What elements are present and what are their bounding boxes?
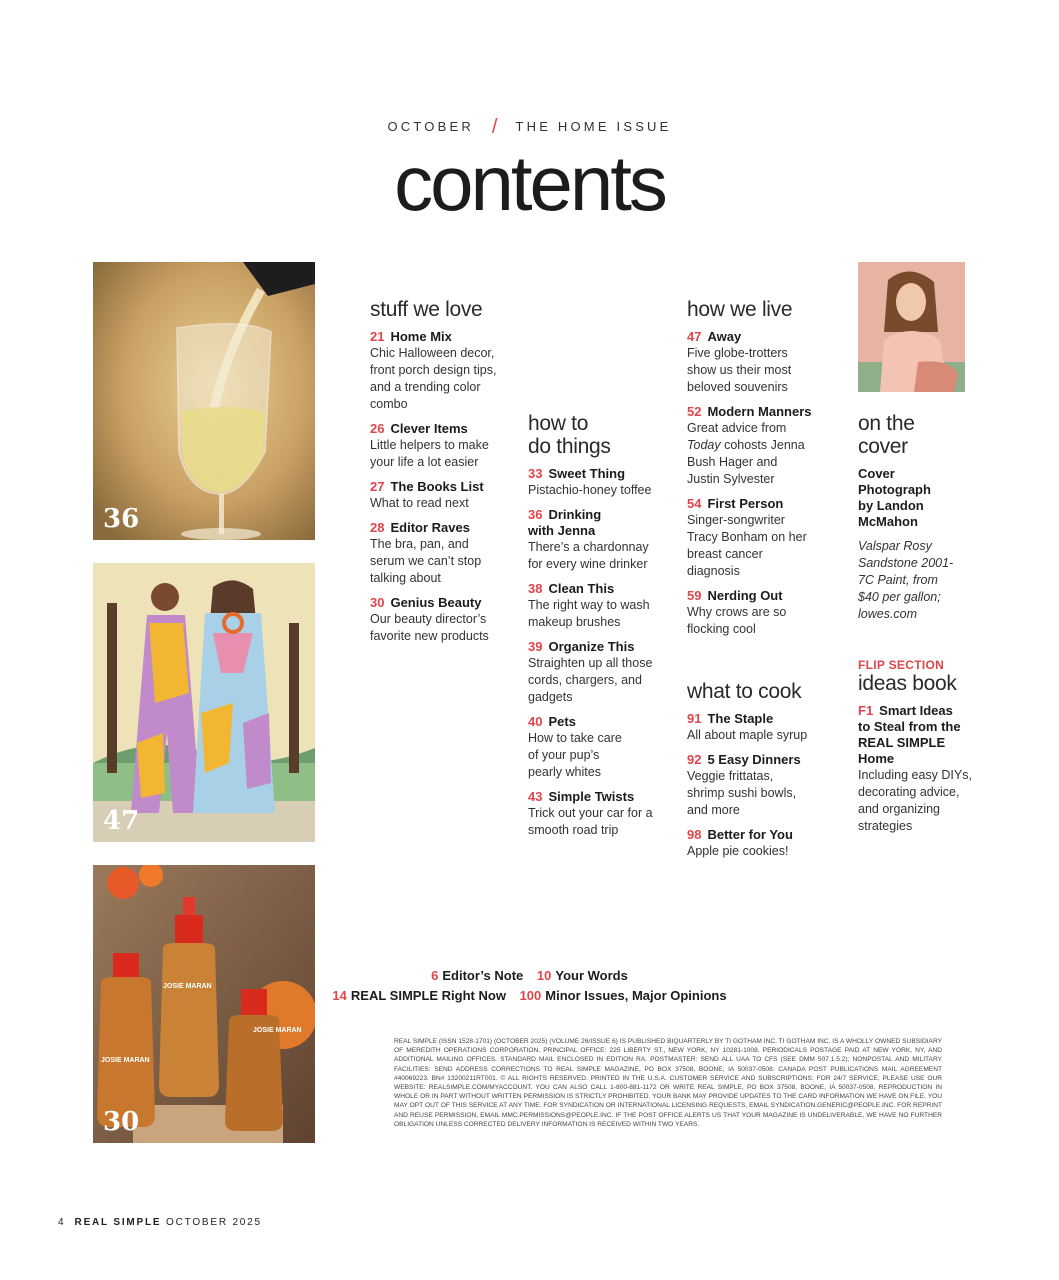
- photo-wine-glass[interactable]: [93, 262, 315, 540]
- slash-divider: /: [491, 116, 498, 138]
- entry-title: 5 Easy Dinners: [707, 752, 801, 767]
- toc-entry[interactable]: [528, 789, 663, 839]
- photo-beauty-bottles[interactable]: [93, 865, 315, 1143]
- page-number: 28: [370, 520, 385, 535]
- section-how-to: [528, 412, 663, 839]
- toc-entry[interactable]: [687, 404, 827, 488]
- folio-date: OCTOBER 2025: [166, 1217, 262, 1228]
- section-heading: [528, 412, 663, 458]
- entry-title: Clever Items: [390, 421, 468, 436]
- folio-page-number: 4: [58, 1217, 66, 1228]
- page-number: 6: [431, 968, 439, 983]
- section-what-to-cook: [687, 680, 827, 860]
- entry-title: Nerding Out: [707, 588, 783, 603]
- section-heading-line: on the: [858, 412, 915, 435]
- toc-entry[interactable]: [370, 421, 505, 471]
- women-illustration: [93, 563, 315, 842]
- page-number: 43: [528, 789, 543, 804]
- wine-glass-illustration: [93, 262, 315, 540]
- cover-portrait: [858, 262, 965, 392]
- section-heading-line: do things: [528, 435, 611, 458]
- page-number: 92: [687, 752, 702, 767]
- toc-entry[interactable]: [858, 703, 976, 835]
- page-number: 27: [370, 479, 385, 494]
- photo-page-number: 47: [103, 806, 140, 836]
- flip-section-label: FLIP SECTION: [858, 658, 945, 672]
- department-title: REAL SIMPLE Right Now: [350, 988, 506, 1003]
- bottles-photo: [93, 865, 315, 1143]
- bottle-brand-label: JOSIE MARAN: [163, 983, 212, 990]
- page-number: 21: [370, 329, 385, 344]
- toc-entry[interactable]: [528, 466, 663, 499]
- department-title: Your Words: [555, 968, 628, 983]
- page-number: 38: [528, 581, 543, 596]
- page-number: 98: [687, 827, 702, 842]
- page-number: 40: [528, 714, 543, 729]
- section-heading-line: how to: [528, 412, 589, 435]
- entry-title: Drinking with Jenna: [528, 507, 602, 538]
- department-title: Minor Issues, Major Opinions: [545, 988, 727, 1003]
- page-folio: [58, 1217, 262, 1228]
- page-number: 47: [687, 329, 702, 344]
- department-link[interactable]: [520, 988, 727, 1003]
- section-heading: what to cook: [687, 680, 802, 703]
- entry-description: Little helpers to make your life a lot easier: [370, 438, 489, 469]
- cover-paint-credit: Valspar Rosy Sandstone 2001-7C Paint, from $40 per gallon; lowes.com: [858, 539, 954, 621]
- entry-title: Clean This: [548, 581, 615, 596]
- page-number: 33: [528, 466, 543, 481]
- toc-entry[interactable]: [370, 595, 505, 645]
- issue-kicker: [0, 114, 1059, 137]
- desc-text: Great advice from: [687, 421, 787, 435]
- department-link[interactable]: [537, 968, 628, 983]
- cover-credit: Cover Photograph by Landon McMahon: [858, 466, 931, 529]
- entry-description: Five globe-trotters show us their most beloved souvenirs: [687, 346, 792, 394]
- issue-theme: THE HOME ISSUE: [515, 119, 672, 134]
- page-number: 39: [528, 639, 543, 654]
- section-stuff-we-love: [370, 298, 505, 645]
- entry-title: Editor Raves: [390, 520, 470, 535]
- photo-page-number: 36: [103, 504, 140, 534]
- entry-description: The right way to wash makeup brushes: [528, 598, 650, 629]
- entry-title: Home Mix: [390, 329, 452, 344]
- toc-entry[interactable]: [370, 329, 505, 413]
- toc-entry[interactable]: [687, 711, 827, 744]
- page-number: 14: [332, 988, 347, 1003]
- toc-entry[interactable]: [687, 496, 827, 580]
- entry-title: Smart Ideas to Steal from the REAL SIMPLE Home: [858, 703, 961, 766]
- toc-entry[interactable]: [687, 329, 827, 396]
- section-heading: ideas book: [858, 672, 957, 695]
- page-number: 30: [370, 595, 385, 610]
- bottle-brand-label: JOSIE MARAN: [101, 1057, 150, 1064]
- entry-description: All about maple syrup: [687, 728, 808, 742]
- entry-title: The Books List: [390, 479, 484, 494]
- entry-description: Why crows are so flocking cool: [687, 605, 787, 636]
- entry-description: How to take care of your pup’s pearly whites: [528, 731, 622, 779]
- entry-description: Our beauty director’s favorite new products: [370, 612, 489, 643]
- entry-description: Singer-songwriter Tracy Bonham on her breast cancer diagnosis: [687, 513, 807, 578]
- bottle-brand-label: JOSIE MARAN: [253, 1027, 302, 1034]
- page-number: 91: [687, 711, 702, 726]
- page-number: 26: [370, 421, 385, 436]
- entry-description: What to read next: [370, 496, 469, 510]
- toc-entry[interactable]: [528, 639, 663, 706]
- page-number: 59: [687, 588, 702, 603]
- department-link[interactable]: [431, 968, 523, 983]
- entry-description: [687, 420, 812, 488]
- toc-entry[interactable]: [370, 479, 505, 512]
- page-number: 36: [528, 507, 543, 522]
- entry-title: Simple Twists: [548, 789, 635, 804]
- entry-description: There’s a chardonnay for every wine drinker: [528, 540, 649, 571]
- toc-entry[interactable]: [528, 507, 663, 573]
- section-on-the-cover: [858, 412, 973, 623]
- page-title: contents: [394, 139, 665, 227]
- entry-title: Pets: [548, 714, 576, 729]
- entry-description: Veggie frittatas, shrimp sushi bowls, and more: [687, 769, 797, 817]
- entry-description: Chic Halloween decor, front porch design tips, and a trending color combo: [370, 346, 497, 411]
- entry-title: Genius Beauty: [390, 595, 482, 610]
- entry-title: Away: [707, 329, 742, 344]
- photo-page-number: 30: [103, 1107, 140, 1137]
- departments-row: [0, 968, 1059, 983]
- toc-entry[interactable]: [687, 752, 827, 819]
- section-heading: [858, 412, 973, 458]
- show-name: Today: [687, 438, 721, 452]
- departments-row: [0, 988, 1059, 1003]
- page-number: 100: [519, 988, 542, 1003]
- section-how-we-live: [687, 298, 827, 638]
- desc-text: cohosts Jenna Bush Hager and Justin Sylvester: [687, 438, 805, 486]
- toc-entry[interactable]: [687, 827, 827, 860]
- toc-entry[interactable]: [528, 714, 663, 781]
- page-number: 54: [687, 496, 702, 511]
- page-number: 10: [536, 968, 552, 983]
- department-link[interactable]: [332, 988, 506, 1003]
- folio-brand: REAL SIMPLE: [74, 1217, 162, 1228]
- section-heading: stuff we love: [370, 298, 483, 321]
- department-title: Editor’s Note: [442, 968, 524, 983]
- entry-title: First Person: [707, 496, 784, 511]
- toc-entry[interactable]: [687, 588, 827, 638]
- section-flip: [858, 658, 976, 835]
- page-number: F1: [858, 703, 874, 718]
- entry-title: Better for You: [707, 827, 793, 842]
- section-heading: how we live: [687, 298, 793, 321]
- toc-entry[interactable]: [370, 520, 505, 587]
- cover-photo[interactable]: [858, 262, 965, 392]
- toc-entry[interactable]: [528, 581, 663, 631]
- photo-illustration-women[interactable]: [93, 563, 315, 842]
- entry-description: Including easy DIYs, decorating advice, and organizing strategies: [858, 768, 972, 833]
- section-heading-line: cover: [858, 435, 908, 458]
- entry-title: Organize This: [548, 639, 635, 654]
- entry-description: Pistachio-honey toffee: [528, 483, 652, 497]
- entry-description: Trick out your car for a smooth road trip: [528, 806, 653, 837]
- entry-title: The Staple: [707, 711, 774, 726]
- entry-title: Sweet Thing: [548, 466, 626, 481]
- legal-fine-print: REAL SIMPLE (ISSN 1528-1701) (OCTOBER 2025) (VOLUME 26/ISSUE 6) IS PUBLISHED BIQUARTERLY BY TI GOTHAM INC. TI GOTHAM INC. IS A WHOLLY OWNED SUBSIDIARY OF MEREDITH OPERATIONS CORPORATION. PRINCIPAL OFFICE: 225 LIBERTY ST., NEW YORK, NY 10281-1008. PERIODICALS POSTAGE PAID AT NEW YORK, NY, AND ADDITIONAL MAILING OFFICES. STANDARD MAIL ENCLOSED IN EDITION RA. POSTMASTER: SEND ALL UAA TO CFS (SEE DMM 507.1.5.2); NONPOSTAL AND MILITARY FACILITIES: SEND ADDRESS CORRECTIONS TO REAL SIMPLE MAGAZINE, PO BOX 37508, BOONE, IA 50037-0508. CANADA POST PUBLICATIONS MAIL AGREEMENT #40069223. BN# 13200211RT001. © ALL RIGHTS RESERVED. PRINTED IN THE U.S.A. CUSTOMER SERVICE AND SUBSCRIPTIONS: FOR 24/7 SERVICE, PLEASE USE OUR WEBSITE: REALSIMPLE.COM/MYACCOUNT. YOU CAN ALSO CALL 1-800-881-1172 OR WRITE REAL SIMPLE, PO BOX 37508, BOONE, IA 50037-0508. REPRODUCTION IN WHOLE OR IN PART WITHOUT WRITTEN PERMISSION IS STRICTLY PROHIBITED. YOUR BANK MAY PROVIDE UPDATES TO THE CARD INFORMATION WE HAVE ON FILE. YOU MAY OPT OUT OF THIS SERVICE AT ANY TIME. FOR SYNDICATION OR INTERNATIONAL LICENSING REQUESTS, EMAIL SYNDICATION.GENERIC@PEOPLE.INC. FOR REPRINT AND REUSE PERMISSION, EMAIL MMC.PERMISSIONS@PEOPLE.INC. IF THE POST OFFICE ALERTS US THAT YOUR MAGAZINE IS UNDELIVERABLE, WE HAVE NO FURTHER OBLIGATION UNLESS CORRECTED DELIVERY INFORMATION IS RECEIVED WITHIN TWO YEARS.: [394, 1038, 942, 1128]
- page-number: 52: [687, 404, 702, 419]
- entry-description: Apple pie cookies!: [687, 844, 789, 858]
- entry-description: Straighten up all those cords, chargers, and gadgets: [528, 656, 653, 704]
- issue-month: OCTOBER: [387, 119, 474, 134]
- entry-title: Modern Manners: [707, 404, 812, 419]
- entry-description: The bra, pan, and serum we can’t stop talking about: [370, 537, 482, 585]
